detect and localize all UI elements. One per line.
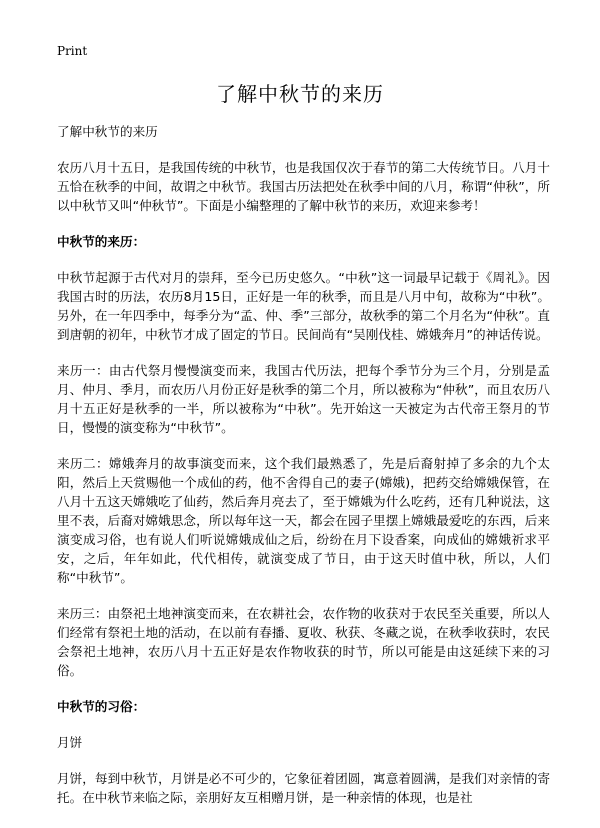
paragraph-origin-three: 来历三：由祭祀土地神演变而来，在农耕社会，农作物的收获对于农民至关重要，所以人们经常有祭祀土地的活动，在以前有春播、夏收、秋获、冬藏之说，在秋季收获时，农民会祭祀土地神，农历八月十五正好是农作物收获的时节，所以可能是由这延续下来的习俗。 (57, 606, 550, 678)
paragraph-origin-one: 来历一：由古代祭月慢慢演变而来，我国古代历法，把每个季节分为三个月，分别是孟月、仲月、季月，而农历八月份正好是秋季的第二个月，所以被称为“仲秋”，而且农历八月十五正好是秋季的一半，所以被称为“中秋”。先开始这一天被定为古代帝王祭月的节日，慢慢的演变称为“中秋节”。 (57, 363, 550, 435)
section-heading-customs: 中秋节的习俗： (57, 699, 146, 714)
paragraph-mooncake: 月饼，每到中秋节，月饼是必不可少的，它象征着团圆，寓意着圆满，是我们对亲情的寄托。在中秋节来临之际，亲朋好友互相赠月饼，是一种亲情的体现，也是社 (57, 771, 550, 805)
section-heading-origin: 中秋节的来历： (57, 234, 146, 249)
page-title: 了解中秋节的来历 (216, 82, 384, 106)
paragraph-origin-two: 来历二：嫦娥奔月的故事演变而来，这个我们最熟悉了，先是后裔射掉了多余的九个太阳，然后上天赏赐他一个成仙的药，他不舍得自己的妻子(嫦娥)，把药交给嫦娥保管，在八月十五这天嫦娥吃了仙药，然后奔月亮去了，至于嫦娥为什么吃药，还有几种说法，这里不表，后裔对嫦娥思念，所以每年这一天，都会在园子里摆上嫦娥最爱吃的东西，后来演变成习俗，也有说人们听说嫦娥成仙之后，纷纷在月下设香案，向成仙的嫦娥祈求平安，之后，年年如此，代代相传，就演变成了节日，由于这天时值中秋，所以，人们称“中秋节”。 (57, 456, 550, 585)
document-body (57, 122, 550, 824)
paragraph-mooncake-label: 月饼 (57, 735, 83, 750)
paragraph-origin: 中秋节起源于古代对月的崇拜，至今已历史悠久。“中秋”这一词最早记载于《周礼》。因我国古时的历法，农历8月15日，正好是一年的秋季，而且是八月中旬，故称为“中秋”。另外，在一年四季中，每季分为“孟、仲、季”三部分，故秋季的第二个月名为“仲秋”。直到唐朝的初年，中秋节才成了固定的节日。民间尚有“吴刚伐桂、嫦娥奔月”的神话传说。 (57, 270, 550, 342)
paragraph-subtitle: 了解中秋节的来历 (57, 124, 158, 139)
paragraph-intro: 农历八月十五日，是我国传统的中秋节，也是我国仅次于春节的第二大传统节日。八月十五恰在秋季的中间，故谓之中秋节。我国古历法把处在秋季中间的八月，称谓“仲秋”，所以中秋节又叫“仲秋节”。下面是小编整理的了解中秋节的来历，欢迎来参考！ (57, 160, 550, 213)
print-link[interactable]: Print (57, 44, 88, 58)
